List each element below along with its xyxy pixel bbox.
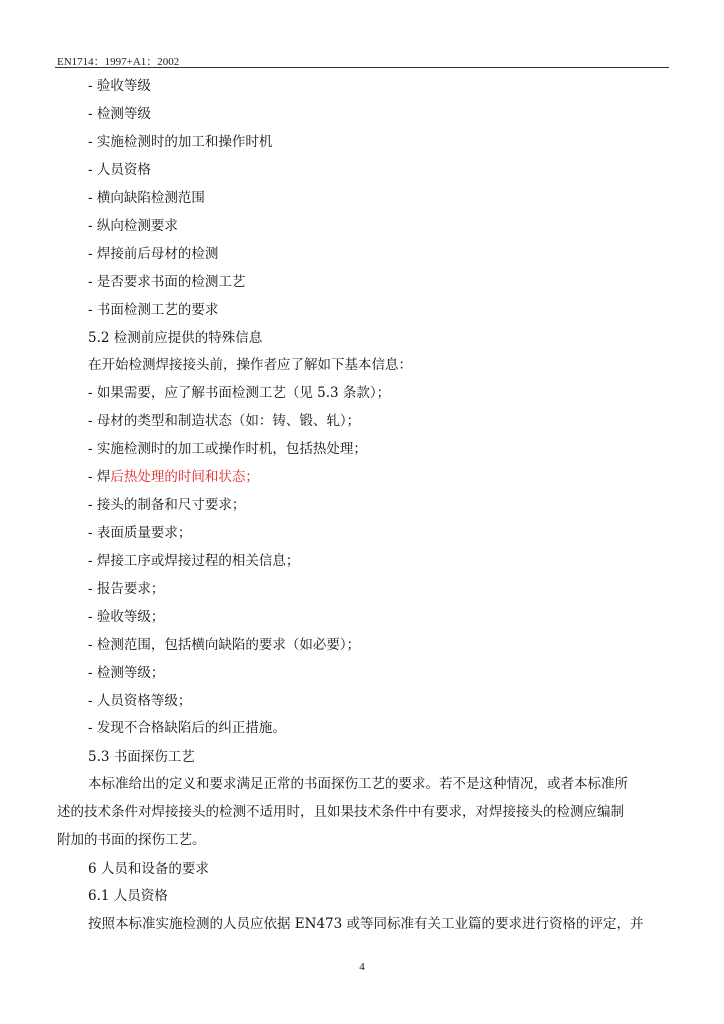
section-5-3-heading: 5.3 书面探伤工艺 bbox=[88, 749, 195, 765]
page-number: 4 bbox=[359, 961, 365, 973]
list-item: - 表面质量要求； bbox=[88, 525, 192, 541]
header-standard: EN1714：1997+A1：2002 bbox=[57, 56, 180, 68]
list-item: - 验收等级； bbox=[88, 609, 165, 625]
list-item: - 横向缺陷检测范围 bbox=[88, 190, 205, 206]
list-item: - 实施检测时的加工或操作时机，包括热处理； bbox=[88, 441, 367, 457]
section-6-1-heading: 6.1 人员资格 bbox=[88, 888, 168, 904]
list-item: - 验收等级 bbox=[88, 78, 151, 94]
highlighted-text: 后热处理的时间和状态 bbox=[110, 469, 246, 485]
list-item-prefix: - 焊 bbox=[88, 469, 111, 485]
list-item: - 报告要求； bbox=[88, 581, 165, 597]
section-5-3-para-line1: 本标准给出的定义和要求满足正常的书面探伤工艺的要求。若不是这种情况，或者本标准所 bbox=[88, 776, 628, 792]
list-item: - 人员资格等级； bbox=[88, 693, 192, 709]
list-item: - 检测等级 bbox=[88, 106, 151, 122]
list-item: - 母材的类型和制造状态（如：铸、锻、轧）； bbox=[88, 413, 361, 429]
header-rule bbox=[55, 67, 669, 68]
section-6-heading: 6 人员和设备的要求 bbox=[88, 861, 209, 877]
section-6-1-para-line1: 按照本标准实施检测的人员应依据 EN473 或等同标准有关工业篇的要求进行资格的评定，并 bbox=[88, 916, 644, 932]
section-5-2-intro: 在开始检测焊接接头前，操作者应了解如下基本信息： bbox=[88, 357, 412, 373]
highlighted-punctuation: ； bbox=[245, 469, 259, 485]
list-item: - 检测等级； bbox=[88, 665, 165, 681]
list-item-highlighted bbox=[88, 468, 259, 486]
list-item: - 纵向检测要求 bbox=[88, 218, 178, 234]
section-5-3-para-line3: 附加的书面的探伤工艺。 bbox=[57, 832, 206, 848]
list-item: - 发现不合格缺陷后的纠正措施。 bbox=[88, 720, 286, 736]
section-5-3-para-line2: 述的技术条件对焊接接头的检测不适用时，且如果技术条件中有要求，对焊接接头的检测应编制 bbox=[57, 804, 624, 820]
list-item: - 焊接工序或焊接过程的相关信息； bbox=[88, 553, 300, 569]
list-item: - 书面检测工艺的要求 bbox=[88, 302, 219, 318]
list-item: - 实施检测时的加工和操作时机 bbox=[88, 134, 273, 150]
list-item: - 人员资格 bbox=[88, 162, 151, 178]
list-item: - 接头的制备和尺寸要求； bbox=[88, 497, 246, 513]
list-item: - 焊接前后母材的检测 bbox=[88, 246, 219, 262]
list-item: - 如果需要，应了解书面检测工艺（见 5.3 条款）； bbox=[88, 385, 391, 401]
list-item: - 是否要求书面的检测工艺 bbox=[88, 274, 246, 290]
section-5-2-heading: 5.2 检测前应提供的特殊信息 bbox=[88, 330, 263, 346]
list-item: - 检测范围，包括横向缺陷的要求（如必要）； bbox=[88, 637, 361, 653]
